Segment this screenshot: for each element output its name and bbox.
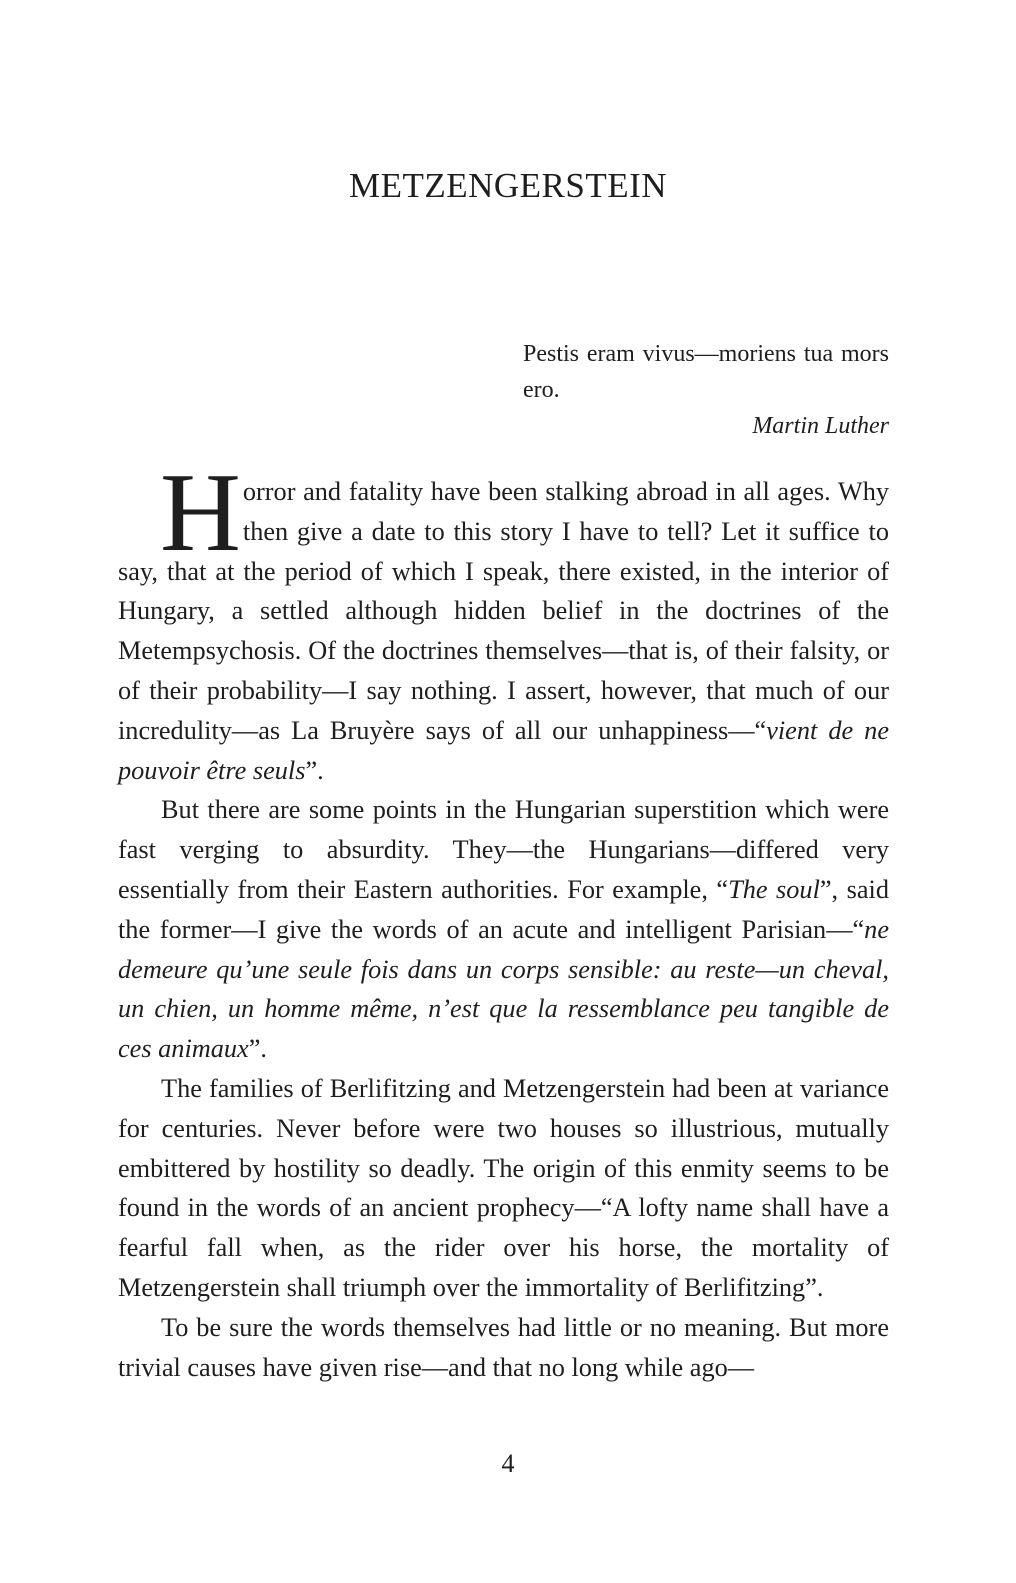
paragraph-4 — [118, 1308, 889, 1388]
paragraph-2-text-b: ”, said the former—I give the words of an acute and intelligent Parisian—“ — [118, 874, 889, 944]
epigraph — [523, 336, 889, 444]
paragraph-3 — [118, 1069, 889, 1308]
body-text — [118, 451, 889, 1387]
paragraph-2 — [118, 790, 889, 1069]
drop-cap: H — [160, 451, 241, 575]
paragraph-2-italic-a: The soul — [728, 874, 820, 904]
page-number: 4 — [501, 1449, 515, 1478]
paragraph-4-text: To be sure the words themselves had little or no meaning. But more trivial causes have given rise—and that no long while ago— — [118, 1312, 889, 1382]
page-title: METZENGERSTEIN — [348, 166, 668, 205]
epigraph-author: Martin Luther — [752, 413, 889, 439]
paragraph-1-text-a: orror and fatality have been stalking abroad in all ages. Why then give a date to this story I have to tell? Let it suffice to say, that at the period of which I speak, there existed, in the interior of Hungary, a settled although hidden belief in the doctrines of the Metempsychosis. Of the doctrines themselves—that is, of their falsity, or of their probability—I say nothing. I assert, however, that much of our incredulity—as La Bruyère says of all our unhappiness—“ — [118, 477, 889, 745]
paragraph-2-italic-b: ne demeure qu’une seule fois dans un corps sensible: au reste—un cheval, un chien, un homme même, n’est que la ressemblance peu tangible de ces animaux — [118, 914, 889, 1064]
paragraph-1-italic: vient de ne pouvoir être seuls — [118, 715, 889, 785]
paragraph-2-text-a: But there are some points in the Hungarian superstition which were fast verging to absurdity. They—the Hungarians—differed very essentially from their Eastern authorities. For example, “ — [118, 795, 889, 904]
paragraph-1 — [118, 451, 889, 790]
epigraph-text: Pestis eram vivus—moriens tua mors ero. — [523, 341, 889, 403]
paragraph-2-text-c: ”. — [248, 1034, 267, 1064]
paragraph-3-text: The families of Berlifitzing and Metzengerstein had been at variance for centuries. Never before were two houses so illustrious, mutually embittered by hostility so deadly. The origin of this enmity seems to be found in the words of an ancient prophecy—“A lofty name shall have a fearful fall when, as the rider over his horse, the mortality of Metzengerstein shall triumph over the immortality of Berlifitzing”. — [118, 1073, 889, 1302]
paragraph-1-text-b: ”. — [305, 755, 324, 785]
